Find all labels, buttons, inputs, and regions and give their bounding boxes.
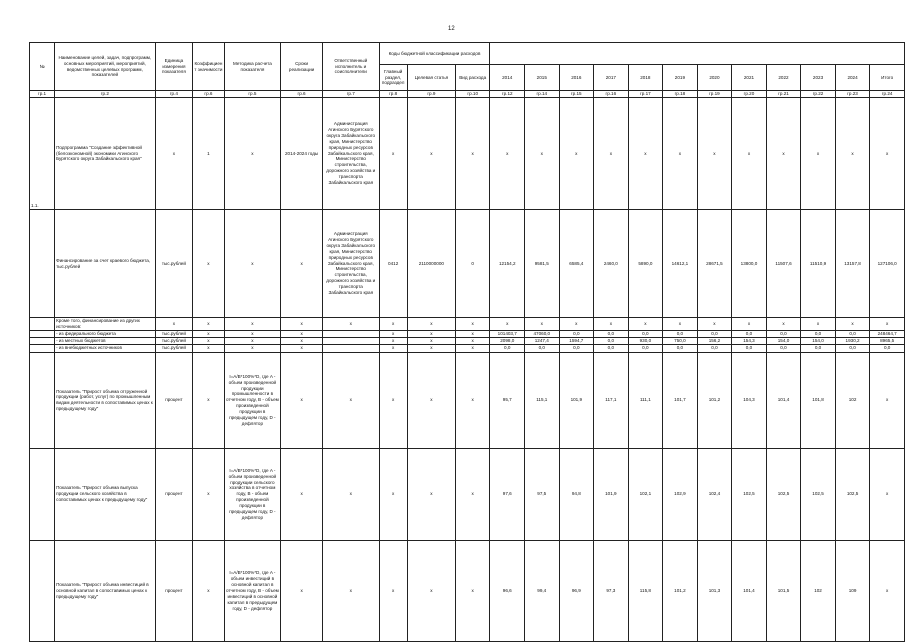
header-year: 2021 [732, 65, 767, 91]
column-number: гр.24 [870, 91, 905, 98]
row-year-value: х [801, 318, 836, 331]
row-year-value: 0,0 [835, 330, 870, 337]
row-total: 0,0 [870, 344, 905, 352]
row-year-value: 154,0 [801, 337, 836, 344]
row-year-value: 13157,8 [835, 210, 870, 318]
row-year-value: 101,9 [559, 352, 594, 448]
row-year-value: 1930,2 [835, 337, 870, 344]
row-year-value: 102,5 [801, 448, 836, 540]
row-total: х [870, 318, 905, 331]
row-unit: х [155, 318, 193, 331]
table-row [30, 330, 905, 337]
row-code-vid: х [455, 337, 490, 344]
row-year-value: 154,3 [732, 337, 767, 344]
row-year-value: 102,9 [663, 448, 698, 540]
column-number: гр.20 [732, 91, 767, 98]
column-number: гр.6 [193, 91, 224, 98]
column-numbers-row [30, 91, 905, 98]
row-unit: х [155, 98, 193, 210]
row-year-value: х [801, 98, 836, 210]
row-code-vid: х [455, 344, 490, 352]
row-year-value: 115,1 [525, 352, 560, 448]
row-code-vid: х [455, 98, 490, 210]
row-executor: х [323, 540, 380, 641]
row-coef: х [193, 337, 224, 344]
table-row [30, 98, 905, 210]
row-year-value: х [663, 318, 698, 331]
row-year-value: 12154,2 [490, 210, 525, 318]
row-num [30, 318, 55, 331]
header-executor: Ответственный исполнитель и соисполнители [323, 43, 380, 91]
row-year-value: 0,0 [801, 330, 836, 337]
header-year: 2014 [490, 65, 525, 91]
row-total: 127106,0 [870, 210, 905, 318]
row-year-value: х [559, 318, 594, 331]
row-year-value: х [525, 98, 560, 210]
table-body [30, 43, 905, 642]
row-year-value: 102,5 [835, 448, 870, 540]
row-year-value: 102,5 [732, 448, 767, 540]
row-total: х [870, 448, 905, 540]
header-name: Наименование целей, задач, подпрограмм, основных мероприятий, мероприятий, ведомственных целевых программ, показателей [55, 43, 155, 91]
row-period: х [281, 344, 323, 352]
header-method: Методика расчета показателя [224, 43, 281, 91]
row-code-glava: х [379, 352, 407, 448]
row-year-value: 0,0 [663, 330, 698, 337]
header-year: 2018 [628, 65, 663, 91]
column-number: гр.14 [525, 91, 560, 98]
budget-table [29, 42, 905, 642]
table-row [30, 337, 905, 344]
column-number: гр.22 [801, 91, 836, 98]
row-year-value: 101403,7 [490, 330, 525, 337]
row-unit: тыс.рублей [155, 337, 193, 344]
row-year-value: 1247,4 [525, 337, 560, 344]
row-executor: х [323, 318, 380, 331]
row-year-value: 97,6 [490, 448, 525, 540]
row-year-value: 0,0 [525, 344, 560, 352]
row-method: х [224, 210, 281, 318]
row-total: 248464,7 [870, 330, 905, 337]
row-year-value: 0,0 [594, 344, 629, 352]
column-number: гр.12 [490, 91, 525, 98]
row-year-value: 9581,5 [525, 210, 560, 318]
row-total: х [870, 98, 905, 210]
row-executor [323, 337, 380, 344]
row-code-glava: х [379, 98, 407, 210]
row-year-value: 117,1 [594, 352, 629, 448]
row-num [30, 210, 55, 318]
row-year-value: 101,7 [663, 352, 698, 448]
row-executor [323, 330, 380, 337]
row-year-value: 0,0 [766, 330, 801, 337]
row-year-value: 11507,6 [766, 210, 801, 318]
row-code-target: х [407, 318, 455, 331]
row-year-value: 0,0 [732, 344, 767, 352]
table-row [30, 210, 905, 318]
table-row [30, 352, 905, 448]
row-method: I=A/B*100%*D, где A - объем инвестиций в основной капитал в отчетном году, B - объем инвестиций в основной капитал в предыдущем году, D - дефлятор [224, 540, 281, 641]
row-code-vid: х [455, 330, 490, 337]
column-number: гр.8 [379, 91, 407, 98]
row-year-value: х [525, 318, 560, 331]
column-number: гр.6 [281, 91, 323, 98]
row-unit: тыс.рублей [155, 330, 193, 337]
row-coef: х [193, 344, 224, 352]
row-name: Показатель "Прирост объема инвестиций в основной капитал в сопоставимых ценах к предыдущему году" [55, 540, 155, 641]
row-unit: тыс.рублей [155, 210, 193, 318]
row-code-target: х [407, 330, 455, 337]
header-period: Сроки реализации [281, 43, 323, 91]
row-code-vid: х [455, 540, 490, 641]
row-num [30, 330, 55, 337]
row-year-value: 14612,1 [663, 210, 698, 318]
row-code-target: х [407, 540, 455, 641]
column-number: гр.23 [835, 91, 870, 98]
header-year: 2024 [835, 65, 870, 91]
column-number: гр.4 [155, 91, 193, 98]
row-coef: х [193, 318, 224, 331]
header-year: 2017 [594, 65, 629, 91]
column-number: гр.1 [30, 91, 55, 98]
row-year-value: 0,0 [663, 344, 698, 352]
row-coef: х [193, 540, 224, 641]
row-executor: х [323, 352, 380, 448]
row-year-value: 101,4 [732, 540, 767, 641]
row-name: - из федерального бюджета [55, 330, 155, 337]
header-coef: Коэффициент значимости [193, 43, 224, 91]
row-year-value: 101,9 [594, 448, 629, 540]
row-executor: Администрация Агинского Бурятского округа Забайкальского края, Министерство природных ресурсов Забайкальского края, Министерство строительства, дорожного хозяйства и транспорта Забайкальского края [323, 98, 380, 210]
row-year-value: х [628, 98, 663, 210]
row-year-value: х [594, 318, 629, 331]
row-code-glava: х [379, 318, 407, 331]
row-name: Кроме того, финансирование из других источников: [55, 318, 155, 331]
row-code-glava: х [379, 448, 407, 540]
row-year-value: 0,0 [594, 337, 629, 344]
row-method: х [224, 337, 281, 344]
row-year-value: х [835, 318, 870, 331]
header-code-vid: Вид расхода [455, 65, 490, 91]
row-year-value: 154,0 [766, 337, 801, 344]
column-number: гр.10 [455, 91, 490, 98]
row-method: х [224, 330, 281, 337]
row-year-value: х [490, 318, 525, 331]
table-row [30, 318, 905, 331]
row-year-value: 0,0 [628, 344, 663, 352]
row-year-value: 0,0 [732, 330, 767, 337]
row-year-value: 0,0 [766, 344, 801, 352]
row-year-value: 104,3 [732, 352, 767, 448]
row-code-target: х [407, 344, 455, 352]
row-year-value: 13800,0 [732, 210, 767, 318]
column-number: гр.7 [323, 91, 380, 98]
row-unit: тыс.рублей [155, 344, 193, 352]
row-name: - из внебюджетных источников [55, 344, 155, 352]
column-number: гр.16 [594, 91, 629, 98]
column-number: гр.21 [766, 91, 801, 98]
row-year-value: 1594,7 [559, 337, 594, 344]
header-year: 2015 [525, 65, 560, 91]
row-code-vid: х [455, 318, 490, 331]
header-code-target: Целевая статья [407, 65, 455, 91]
row-method: х [224, 98, 281, 210]
row-code-glava: х [379, 330, 407, 337]
header-year: 2022 [766, 65, 801, 91]
row-method: х [224, 344, 281, 352]
row-code-target: х [407, 337, 455, 344]
row-year-value: 0,0 [835, 344, 870, 352]
row-year-value: х [663, 98, 698, 210]
row-year-value: х [628, 318, 663, 331]
data-table-sheet [29, 42, 905, 642]
row-year-value: 930,0 [628, 337, 663, 344]
row-code-vid: х [455, 352, 490, 448]
row-year-value: 0,0 [559, 344, 594, 352]
row-total: 8965,5 [870, 337, 905, 344]
row-period: х [281, 318, 323, 331]
row-year-value: 95,7 [490, 352, 525, 448]
column-number: гр.17 [628, 91, 663, 98]
column-number: гр.15 [559, 91, 594, 98]
row-year-value: 0,0 [594, 330, 629, 337]
row-year-value: 5890,0 [628, 210, 663, 318]
row-year-value: 102,5 [766, 448, 801, 540]
row-name: Подпрограмма "Создание эффективной (белоэкономной) экономики Агинского Бурятского округа Забайкальского края" [55, 98, 155, 210]
row-year-value: 97,5 [525, 448, 560, 540]
row-year-value: 109 [835, 540, 870, 641]
row-method: I=A/B*100%*D, где A - объем произведенной продукции сельского хозяйства в отчетном году, B - объем произведенной продукции в предыдущем году, D - дефлятор [224, 448, 281, 540]
row-total: х [870, 352, 905, 448]
row-year-value: 28671,5 [697, 210, 732, 318]
row-name: Показатель "Прирост объема отгруженной продукции (работ, услуг) по промышленным видам деятельности в сопоставимых ценах к предыдущему году" [55, 352, 155, 448]
row-year-value: 99,4 [525, 540, 560, 641]
row-code-target: х [407, 352, 455, 448]
table-row [30, 540, 905, 641]
table-row [30, 448, 905, 540]
row-year-value: 2098,0 [490, 337, 525, 344]
row-year-value: х [697, 318, 732, 331]
header-year: 2020 [697, 65, 732, 91]
row-year-value: х [594, 98, 629, 210]
header-unit: Единица измерения показателя [155, 43, 193, 91]
row-year-value: 101,8 [801, 352, 836, 448]
row-num: 1.1. [30, 98, 55, 210]
row-code-glava: х [379, 540, 407, 641]
row-period: 2014-2024 годы [281, 98, 323, 210]
row-code-glava: х [379, 337, 407, 344]
row-coef: х [193, 352, 224, 448]
row-year-value: х [732, 98, 767, 210]
row-year-value: х [490, 98, 525, 210]
column-number: гр.18 [663, 91, 698, 98]
row-year-value: х [766, 318, 801, 331]
column-number: гр.5 [224, 91, 281, 98]
row-unit: процент [155, 448, 193, 540]
row-coef: х [193, 448, 224, 540]
row-method: х [224, 318, 281, 331]
row-year-value: 6585,4 [559, 210, 594, 318]
header-blank [490, 43, 905, 65]
row-code-target: 2110000000 [407, 210, 455, 318]
row-period: х [281, 337, 323, 344]
row-year-value: 96,9 [559, 540, 594, 641]
row-year-value: х [559, 98, 594, 210]
row-code-vid: 0 [455, 210, 490, 318]
row-year-value: 101,2 [697, 352, 732, 448]
row-year-value: 0,0 [697, 344, 732, 352]
row-code-target: х [407, 448, 455, 540]
row-year-value: 96,6 [490, 540, 525, 641]
row-period: х [281, 352, 323, 448]
row-num [30, 448, 55, 540]
row-year-value: 101,3 [697, 540, 732, 641]
header-codes: Коды бюджетной классификации расходов [379, 43, 490, 65]
row-year-value: 102 [801, 540, 836, 641]
row-year-value: 111,1 [628, 352, 663, 448]
row-year-value: 0,0 [801, 344, 836, 352]
row-coef: х [193, 330, 224, 337]
row-year-value: 101,4 [766, 352, 801, 448]
header-year: 2016 [559, 65, 594, 91]
row-coef: 1 [193, 98, 224, 210]
row-num [30, 352, 55, 448]
row-name: Показатель "Прирост объема выпуска продукции сельского хозяйства в сопоставимых ценах к предыдущему году" [55, 448, 155, 540]
header-year: 2019 [663, 65, 698, 91]
row-period: х [281, 540, 323, 641]
row-total: х [870, 540, 905, 641]
header-total: Итого [870, 65, 905, 91]
row-year-value: 101,2 [663, 540, 698, 641]
row-unit: процент [155, 540, 193, 641]
row-year-value: 101,5 [766, 540, 801, 641]
row-code-target: х [407, 98, 455, 210]
row-year-value: 0,0 [559, 330, 594, 337]
row-code-glava: х [379, 344, 407, 352]
row-year-value: х [766, 98, 801, 210]
row-year-value: х [732, 318, 767, 331]
row-executor: х [323, 448, 380, 540]
page-number: 12 [448, 26, 455, 32]
column-number: гр.9 [407, 91, 455, 98]
column-number: гр.2 [55, 91, 155, 98]
row-year-value: 2460,0 [594, 210, 629, 318]
row-coef: х [193, 210, 224, 318]
row-year-value: 94,8 [559, 448, 594, 540]
row-executor: Администрация Агинского Бурятского округа Забайкальского края, Министерство природных ресурсов Забайкальского края, Министерство строительства, дорожного хозяйства и транспорта Забайкальского края [323, 210, 380, 318]
row-year-value: 115,8 [628, 540, 663, 641]
row-period: х [281, 330, 323, 337]
row-year-value: х [697, 98, 732, 210]
row-period: х [281, 210, 323, 318]
row-executor [323, 344, 380, 352]
header-code-glava: Главный раздел, подраздел [379, 65, 407, 91]
row-num [30, 344, 55, 352]
table-row [30, 344, 905, 352]
header-row-1 [30, 43, 905, 65]
row-year-value: х [835, 98, 870, 210]
row-year-value: 0,0 [628, 330, 663, 337]
row-code-glava: 0412 [379, 210, 407, 318]
header-year: 2023 [801, 65, 836, 91]
row-year-value: 102 [835, 352, 870, 448]
row-unit: процент [155, 352, 193, 448]
row-num [30, 337, 55, 344]
row-period: х [281, 448, 323, 540]
row-year-value: 0,0 [697, 330, 732, 337]
row-year-value: 102,1 [628, 448, 663, 540]
row-method: I=A/B*100%*D, где A - объем произведенной продукции промышленности в отчетном году, B - объем произведенной продукции в предыдущем году, D - дефлятор [224, 352, 281, 448]
row-year-value: 156,2 [697, 337, 732, 344]
row-name: Финансирование за счет краевого бюджета, тыс.рублей [55, 210, 155, 318]
column-number: гр.19 [697, 91, 732, 98]
row-year-value: 11510,9 [801, 210, 836, 318]
row-year-value: 97,3 [594, 540, 629, 641]
row-year-value: 750,0 [663, 337, 698, 344]
row-year-value: 0,0 [490, 344, 525, 352]
row-code-vid: х [455, 448, 490, 540]
row-num [30, 540, 55, 641]
header-num: № [30, 43, 55, 91]
row-name: - из местных бюджетов [55, 337, 155, 344]
row-year-value: 102,4 [697, 448, 732, 540]
row-year-value: 47060,0 [525, 330, 560, 337]
